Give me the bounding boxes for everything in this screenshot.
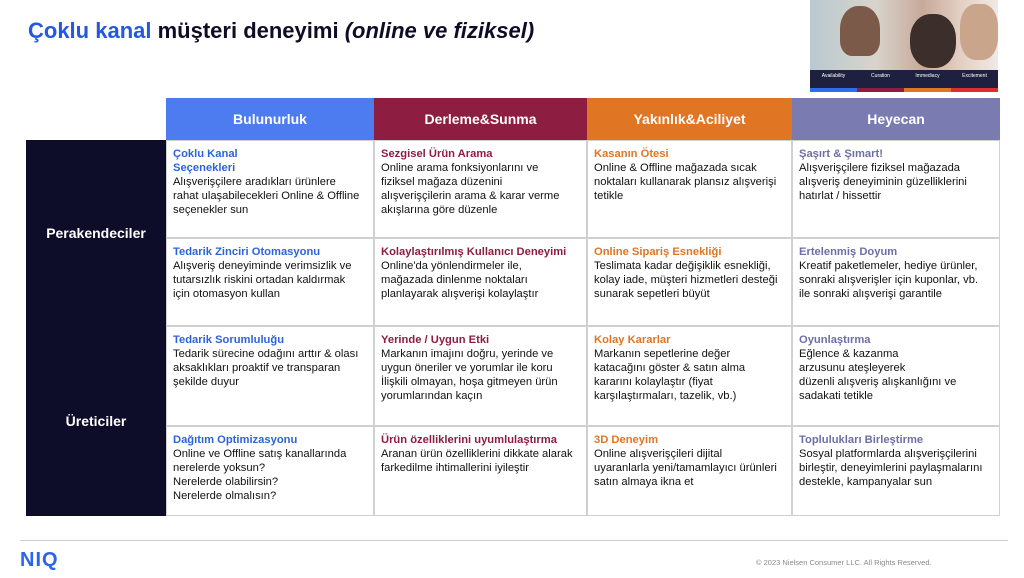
photo-caption-bar — [810, 70, 998, 92]
title-accent: Çoklu kanal — [28, 18, 152, 43]
column-header-yakinlik: Yakınlık&Aciliyet — [587, 98, 792, 140]
cell-body: Alışverişçilere fiziksel mağazada alışveriş deneyiminin güzelliklerini hatırlat / hissettir — [799, 162, 967, 202]
niq-logo: NIQ — [20, 549, 59, 571]
matrix-cell — [587, 426, 792, 516]
matrix-cell — [374, 238, 587, 326]
matrix-cell — [792, 326, 1000, 426]
photo-caption: Curation — [857, 70, 904, 92]
cell-body: Aranan ürün özelliklerini dikkate alarak farkedilme ihtimallerini iyileştir — [381, 448, 573, 474]
row-label-ureticiler: Üreticiler — [26, 326, 166, 516]
cell-body: Kreatif paketlemeler, hediye ürünler, sonraki alışverişler için kuponlar, vb. ile sonraki alışverişi garantile — [799, 260, 979, 300]
cell-body: Teslimata kadar değişiklik esnekliği, kolay iade, müşteri hizmetleri desteği sunarak sepetleri büyüt — [594, 260, 778, 300]
cell-heading: Sezgisel Ürün Arama — [381, 148, 493, 160]
cell-heading: Ürün özelliklerini uyumlulaştırma — [381, 434, 557, 446]
footer-divider — [20, 540, 1008, 541]
matrix-cell — [792, 140, 1000, 238]
matrix-cell — [166, 140, 374, 238]
page-title — [28, 18, 534, 44]
experience-matrix — [26, 98, 1000, 518]
photo-caption: Immediacy — [904, 70, 951, 92]
matrix-cell — [374, 426, 587, 516]
cell-heading: Şaşırt & Şımart! — [799, 148, 883, 160]
matrix-cell — [792, 426, 1000, 516]
cell-heading: Yerinde / Uygun Etki — [381, 334, 490, 346]
cell-heading: Kolay Kararlar — [594, 334, 671, 346]
cell-body: Tedarik sürecine odağını arttır & olası aksaklıkları proaktif ve transparan şekilde duyur — [173, 348, 359, 388]
cell-body: Eğlence & kazanma arzusunu ateşleyerek düzenli alışveriş alışkanlığını ve sadakati tetikle — [799, 348, 957, 402]
cell-body: Online ve Offline satış kanallarında nerelerde yoksun? Nerelerde olabilirsin? Nerelerde olmalısın? — [173, 448, 347, 502]
cell-body: Markanın sepetlerine değer katacağını göster & satın alma kararını kolaylaştır (fiyat karşılaştırmaları, tazelik, vb.) — [594, 348, 746, 402]
cell-body: Online'da yönlendirmeler ile, mağazada dinlenme noktaları planlayarak alışverişi kolaylaştır — [381, 260, 539, 300]
cell-body: Online & Offline mağazada sıcak noktaları kullanarak plansız alışverişi tetikle — [594, 162, 777, 202]
cell-heading: 3D Deneyim — [594, 434, 659, 446]
cell-heading: Tedarik Zinciri Otomasyonu — [173, 246, 321, 258]
cell-body: Sosyal platformlarda alışverişçilerini birleştir, deneyimlerini paylaşmalarını destekle, kampanyalar sun — [799, 448, 983, 488]
cell-heading: Ertelenmiş Doyum — [799, 246, 898, 258]
cell-heading: Toplulukları Birleştirme — [799, 434, 924, 446]
cell-heading: Dağıtım Optimizasyonu — [173, 434, 298, 446]
photo-caption: Excitement — [951, 70, 998, 92]
row-label-perakendeciler: Perakendeciler — [26, 140, 166, 326]
cell-body: Online arama fonksiyonlarını ve fiziksel mağaza düzenini alışverişçilerin arama & karar verme akışlarına göre düzenle — [381, 162, 560, 216]
matrix-cell — [374, 326, 587, 426]
matrix-cell — [792, 238, 1000, 326]
copyright: © 2023 Nielsen Consumer LLC. All Rights Reserved. — [756, 558, 932, 567]
header-photo — [810, 0, 998, 92]
cell-body: Online alışverişçileri dijital uyaranlarla yeni/tamamlayıcı ürünleri satın almaya ikna et — [594, 448, 777, 488]
cell-heading: Kasanın Ötesi — [594, 148, 669, 160]
matrix-cell — [166, 426, 374, 516]
title-main: müşteri deneyimi — [157, 18, 339, 43]
column-header-derleme: Derleme&Sunma — [374, 98, 587, 140]
cell-heading: Online Sipariş Esnekliği — [594, 246, 722, 258]
matrix-cell — [166, 326, 374, 426]
cell-heading: Oyunlaştırma — [799, 334, 871, 346]
matrix-cell — [374, 140, 587, 238]
cell-body: Markanın imajını doğru, yerinde ve uygun öneriler ve yorumlar ile koru İlişkili olmayan, hoşa gitmeyen ürün yorumlarından kaçın — [381, 348, 558, 402]
column-header-bulunurluk: Bulunurluk — [166, 98, 374, 140]
matrix-cell — [587, 140, 792, 238]
cell-heading: Çoklu Kanal Seçenekleri — [173, 148, 238, 174]
title-italic: (online ve fiziksel) — [344, 18, 535, 43]
cell-heading: Tedarik Sorumluluğu — [173, 334, 285, 346]
matrix-cell — [587, 238, 792, 326]
matrix-cell — [587, 326, 792, 426]
cell-body: Alışverişçilere aradıkları ürünlere rahat ulaşabilecekleri Online & Offline seçenekler sun — [173, 176, 360, 216]
cell-body: Alışveriş deneyiminde verimsizlik ve tutarsızlık riskini ortadan kaldırmak için otomasyon kullan — [173, 260, 352, 300]
cell-heading: Kolaylaştırılmış Kullanıcı Deneyimi — [381, 246, 567, 258]
photo-caption: Availability — [810, 70, 857, 92]
column-header-heyecan: Heyecan — [792, 98, 1000, 140]
matrix-cell — [166, 238, 374, 326]
